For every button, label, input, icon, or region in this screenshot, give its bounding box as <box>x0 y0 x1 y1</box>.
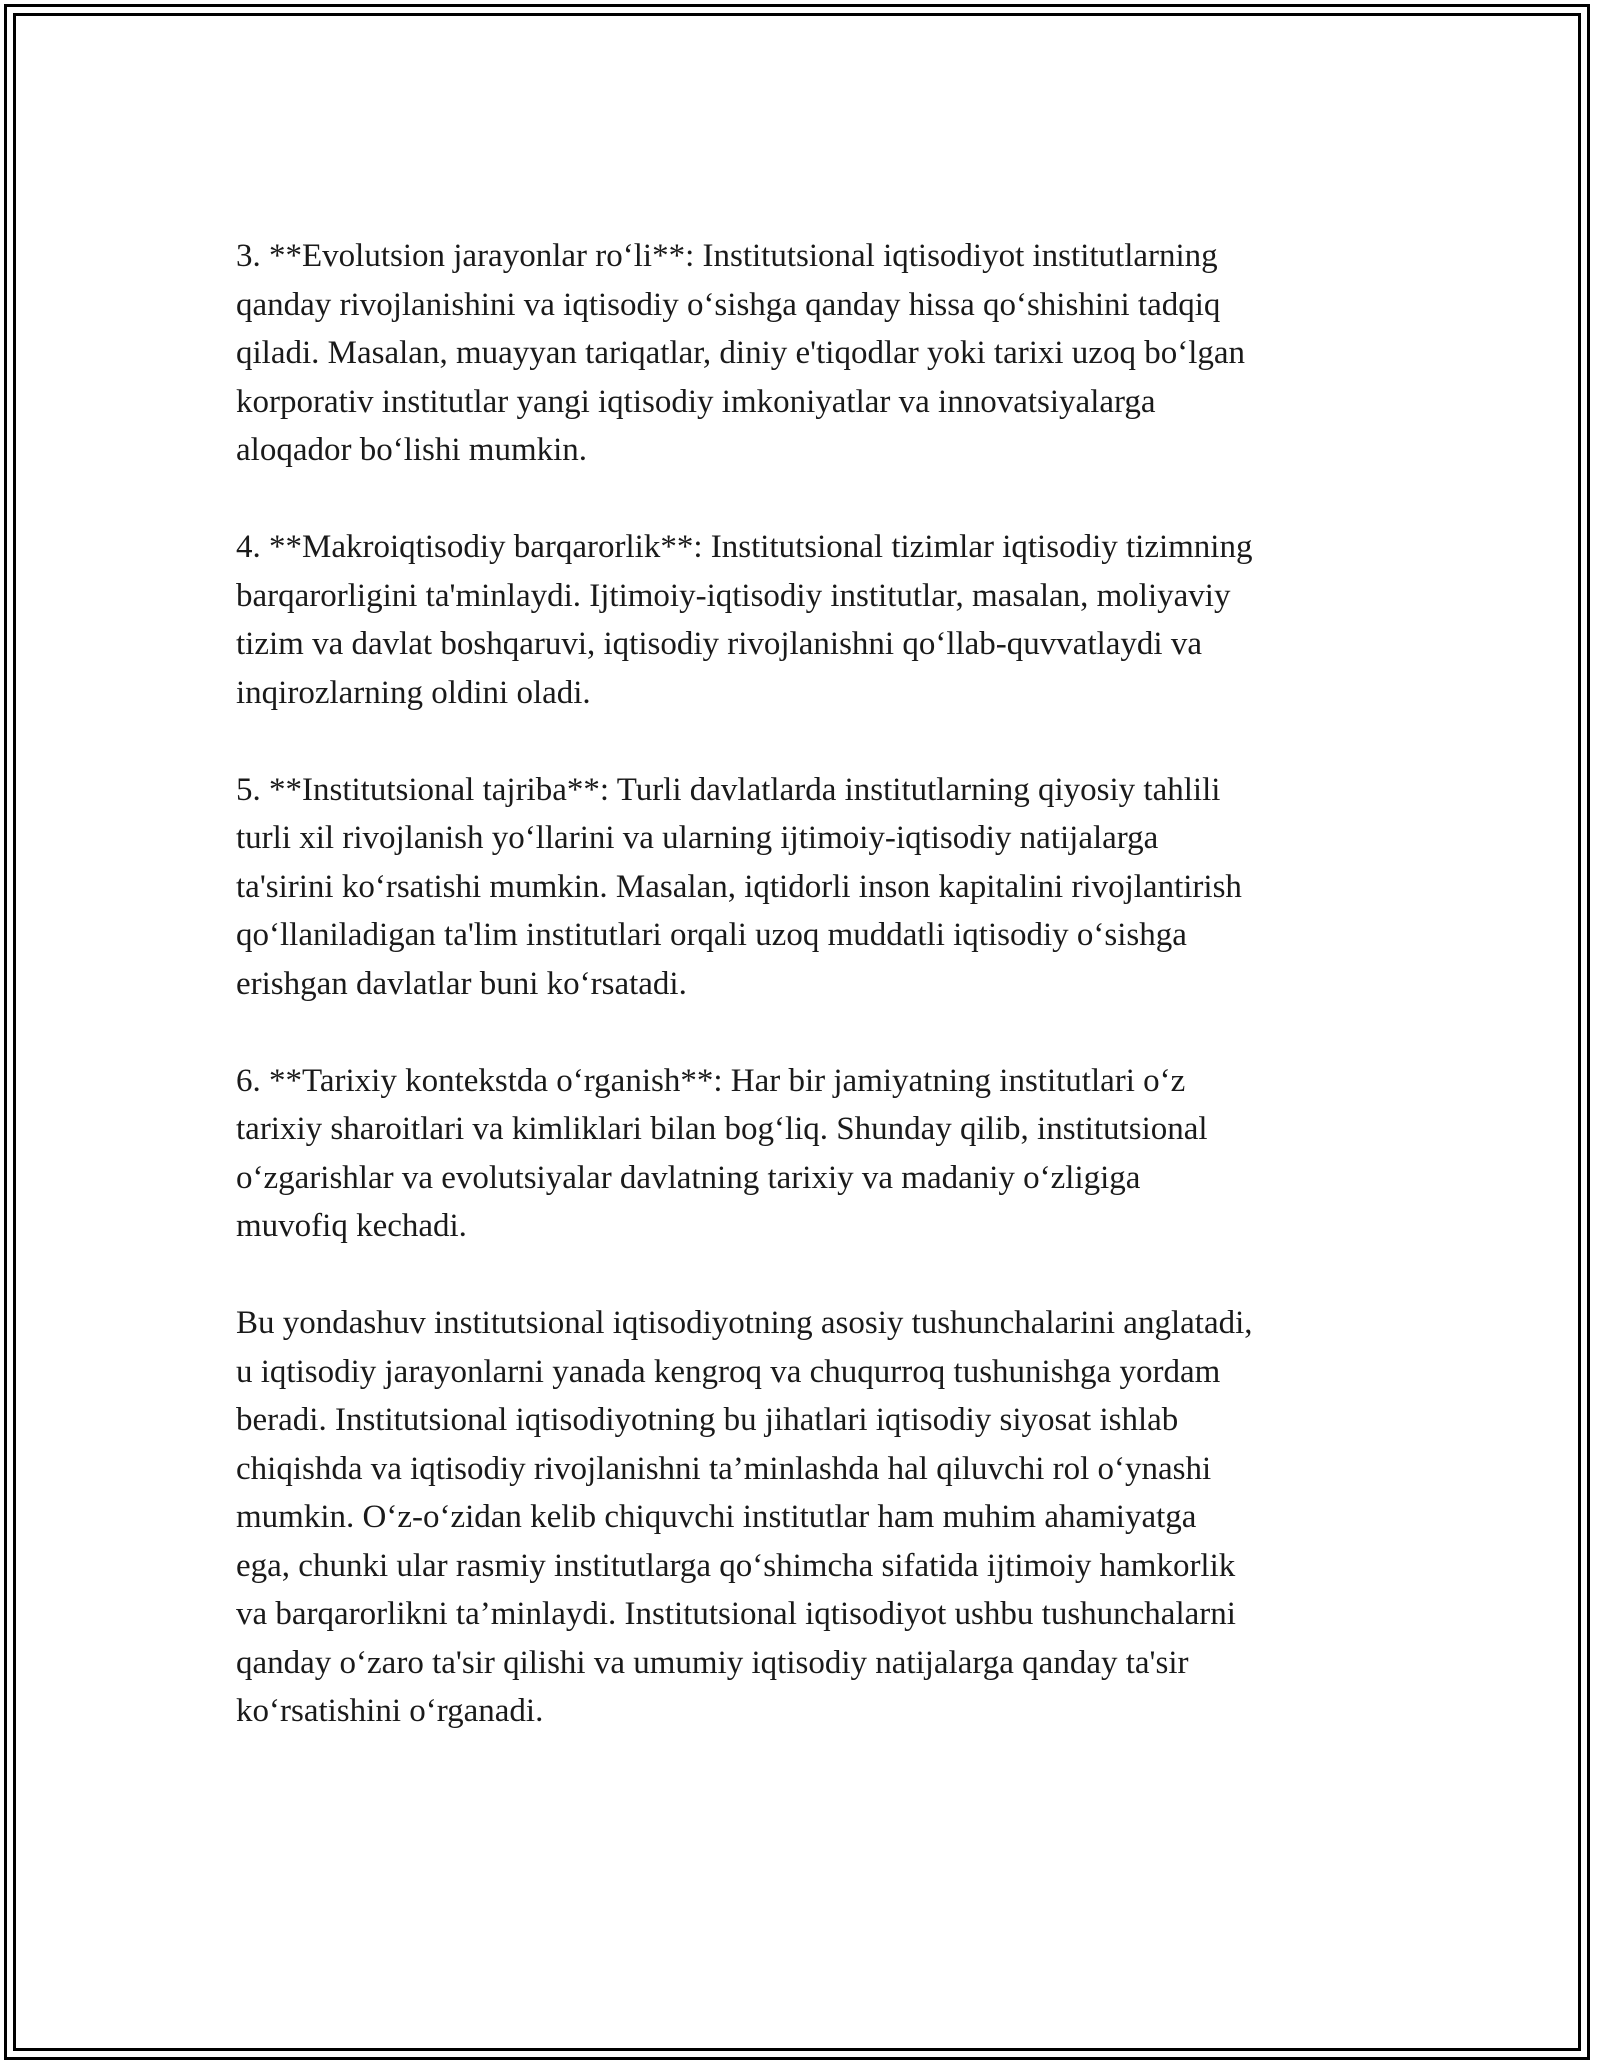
paragraph-institutsional-tajriba: 5. **Institutsional tajriba**: Turli davlatlarda institutlarning qiyosiy tahlili turli xil rivojlanish yo‘llarini va ularning ijtimoiy-iqtisodiy natijalarga ta'sirini ko‘rsatishi mumkin. Masalan, iqtidorli inson kapitalini rivojlantirish qo‘llaniladigan ta'lim institutlari orqali uzoq muddatli iqtisodiy o‘sishga erishgan davlatlar buni ko‘rsatadi. <box>236 771 1242 1002</box>
document-body <box>236 232 1376 1784</box>
paragraph-evolutsion-jarayonlar: 3. **Evolutsion jarayonlar ro‘li**: Institutsional iqtisodiyot institutlarning qanday rivojlanishini va iqtisodiy o‘sishga qanday hissa qo‘shishini tadqiq qiladi. Masalan, muayyan tariqatlar, diniy e'tiqodlar yoki tarixi uzoq bo‘lgan korporativ institutlar yangi iqtisodiy imkoniyatlar va innovatsiyalarga aloqador bo‘lishi mumkin. <box>236 238 1246 468</box>
paragraph-tarixiy-kontekst: 6. **Tarixiy kontekstda o‘rganish**: Har bir jamiyatning institutlari o‘z tarixiy sharoitlari va kimliklari bilan bog‘liq. Shunday qilib, institutsional o‘zgarishlar va evolutsiyalar davlatning tarixiy va madaniy o‘zligiga muvofiq kechadi. <box>236 1062 1208 1244</box>
paragraph-makroiqtisodiy-barqarorlik: 4. **Makroiqtisodiy barqarorlik**: Institutsional tizimlar iqtisodiy tizimning barqarorligini ta'minlaydi. Ijtimoiy-iqtisodiy institutlar, masalan, moliyaviy tizim va davlat boshqaruvi, iqtisodiy rivojlanishni qo‘llab-quvvatlaydi va inqirozlarning oldini oladi. <box>236 529 1253 711</box>
paragraph-conclusion: Bu yondashuv institutsional iqtisodiyotning asosiy tushunchalarini anglatadi, u iqtisodiy jarayonlarni yanada kengroq va chuqurroq tushunishga yordam beradi. Institutsional iqtisodiyotning bu jihatlari iqtisodiy siyosat ishlab chiqishda va iqtisodiy rivojlanishni ta’minlashda hal qiluvchi rol o‘ynashi mumkin. O‘z-o‘zidan kelib chiquvchi institutlar ham muhim ahamiyatga ega, chunki ular rasmiy institutlarga qo‘shimcha sifatida ijtimoiy hamkorlik va barqarorlikni ta’minlaydi. Institutsional iqtisodiyot ushbu tushunchalarni qanday o‘zaro ta'sir qilishi va umumiy iqtisodiy natijalarga qanday ta'sir ko‘rsatishini o‘rganadi. <box>236 1305 1253 1729</box>
